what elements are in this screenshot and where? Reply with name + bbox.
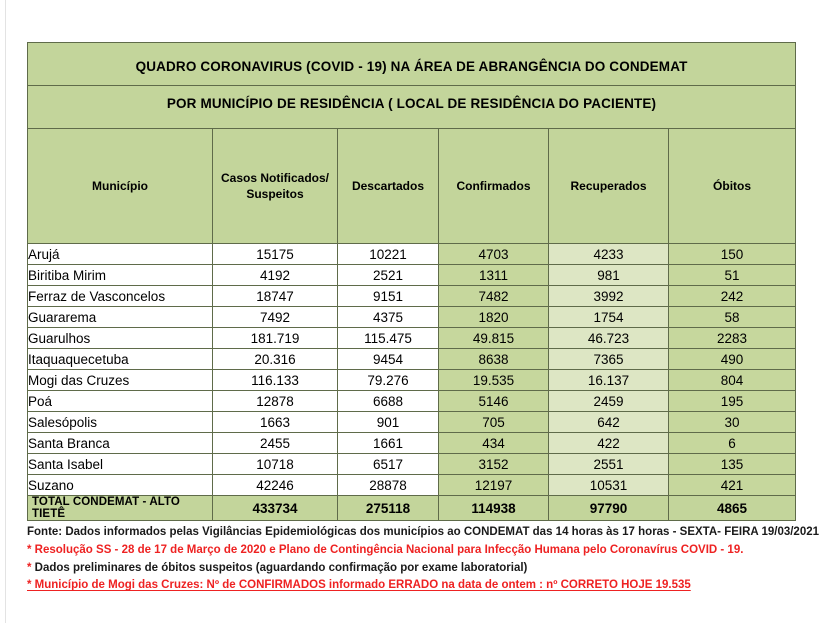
cell-obitos: 135 xyxy=(669,454,796,475)
cell-descartados: 4375 xyxy=(338,307,439,328)
column-header-casos-notificados xyxy=(213,129,338,244)
cell-municipio: Guararema xyxy=(28,307,213,328)
cell-notificados: 2455 xyxy=(213,433,338,454)
page-edge-line xyxy=(5,0,6,623)
cell-recuperados: 2551 xyxy=(549,454,669,475)
cell-confirmados: 12197 xyxy=(439,475,549,496)
column-header-municipio: Município xyxy=(28,129,213,244)
report-title-line-1: QUADRO CORONAVIRUS (COVID - 19) NA ÁREA DE ABRANGÊNCIA DO CONDEMAT xyxy=(28,43,796,86)
cell-notificados: 18747 xyxy=(213,286,338,307)
cell-notificados: 12878 xyxy=(213,391,338,412)
table-row xyxy=(28,244,796,265)
coronavirus-report-sheet xyxy=(27,42,820,595)
cell-confirmados: 1820 xyxy=(439,307,549,328)
table-row xyxy=(28,475,796,496)
table-row xyxy=(28,265,796,286)
total-descartados: 275118 xyxy=(338,496,439,521)
table-row xyxy=(28,391,796,412)
cell-municipio: Guarulhos xyxy=(28,328,213,349)
cell-obitos: 421 xyxy=(669,475,796,496)
cell-confirmados: 7482 xyxy=(439,286,549,307)
cell-obitos: 804 xyxy=(669,370,796,391)
cell-confirmados: 8638 xyxy=(439,349,549,370)
table-row xyxy=(28,370,796,391)
cell-obitos: 51 xyxy=(669,265,796,286)
cell-recuperados: 981 xyxy=(549,265,669,286)
footnote-resolucao: * Resolução SS - 28 de 17 de Março de 2020 e Plano de Contingência Nacional para Infecção Humana pelo Coronavírus COVID - 19. xyxy=(27,543,744,556)
table-row xyxy=(28,433,796,454)
cell-descartados: 28878 xyxy=(338,475,439,496)
cell-municipio: Poá xyxy=(28,391,213,412)
cell-recuperados: 422 xyxy=(549,433,669,454)
column-header-row xyxy=(28,129,796,244)
footnote-obitos-preliminares-text: Dados preliminares de óbitos suspeitos (aguardando confirmação por exame laboratorial) xyxy=(31,561,528,574)
table-row xyxy=(28,307,796,328)
cell-confirmados: 434 xyxy=(439,433,549,454)
cell-obitos: 242 xyxy=(669,286,796,307)
cell-obitos: 150 xyxy=(669,244,796,265)
cell-municipio: Ferraz de Vasconcelos xyxy=(28,286,213,307)
table-row xyxy=(28,349,796,370)
cell-descartados: 115.475 xyxy=(338,328,439,349)
footnote-source: Fonte: Dados informados pelas Vigilâncias Epidemiológicas dos municípios ao CONDEMAT das 14 horas às 17 horas - SEXTA- FEIRA 19/03/2021 xyxy=(27,526,820,538)
cell-notificados: 15175 xyxy=(213,244,338,265)
table-total-row xyxy=(28,496,796,521)
cell-municipio: Itaquaquecetuba xyxy=(28,349,213,370)
footnote-obitos-preliminares xyxy=(27,560,795,578)
table-row xyxy=(28,328,796,349)
cell-obitos: 2283 xyxy=(669,328,796,349)
report-title-line-2: POR MUNICÍPIO DE RESIDÊNCIA ( LOCAL DE RESIDÊNCIA DO PACIENTE) xyxy=(28,86,796,129)
cell-recuperados: 1754 xyxy=(549,307,669,328)
cell-descartados: 6688 xyxy=(338,391,439,412)
cell-confirmados: 5146 xyxy=(439,391,549,412)
total-recuperados: 97790 xyxy=(549,496,669,521)
cell-municipio: Arujá xyxy=(28,244,213,265)
total-obitos: 4865 xyxy=(669,496,796,521)
footnotes xyxy=(27,524,820,595)
cell-obitos: 490 xyxy=(669,349,796,370)
cell-confirmados: 705 xyxy=(439,412,549,433)
cell-descartados: 9454 xyxy=(338,349,439,370)
total-label: TOTAL CONDEMAT - ALTO TIETÊ xyxy=(28,496,213,521)
cell-confirmados: 4703 xyxy=(439,244,549,265)
cell-municipio: Salesópolis xyxy=(28,412,213,433)
title-row-2 xyxy=(28,86,796,129)
cell-notificados: 7492 xyxy=(213,307,338,328)
cell-obitos: 6 xyxy=(669,433,796,454)
cell-notificados: 1663 xyxy=(213,412,338,433)
cell-descartados: 9151 xyxy=(338,286,439,307)
cell-notificados: 4192 xyxy=(213,265,338,286)
cell-confirmados: 1311 xyxy=(439,265,549,286)
cell-notificados: 20.316 xyxy=(213,349,338,370)
table-row xyxy=(28,286,796,307)
cell-descartados: 10221 xyxy=(338,244,439,265)
cell-notificados: 181.719 xyxy=(213,328,338,349)
cell-recuperados: 10531 xyxy=(549,475,669,496)
cell-recuperados: 642 xyxy=(549,412,669,433)
cell-descartados: 6517 xyxy=(338,454,439,475)
cell-recuperados: 4233 xyxy=(549,244,669,265)
cell-notificados: 10718 xyxy=(213,454,338,475)
cell-confirmados: 49.815 xyxy=(439,328,549,349)
cell-municipio: Biritiba Mirim xyxy=(28,265,213,286)
casos-notificados-line-2: Suspeitos xyxy=(246,187,304,201)
cell-obitos: 30 xyxy=(669,412,796,433)
table-row xyxy=(28,454,796,475)
column-header-recuperados: Recuperados xyxy=(549,129,669,244)
cell-municipio: Santa Branca xyxy=(28,433,213,454)
cell-descartados: 2521 xyxy=(338,265,439,286)
cell-recuperados: 3992 xyxy=(549,286,669,307)
covid-statistics-table xyxy=(27,42,796,521)
cell-confirmados: 3152 xyxy=(439,454,549,475)
table-row xyxy=(28,412,796,433)
cell-recuperados: 46.723 xyxy=(549,328,669,349)
cell-recuperados: 7365 xyxy=(549,349,669,370)
cell-descartados: 901 xyxy=(338,412,439,433)
cell-obitos: 58 xyxy=(669,307,796,328)
total-confirmados: 114938 xyxy=(439,496,549,521)
column-header-obitos: Óbitos xyxy=(669,129,796,244)
footnote-mogi-correction: * Município de Mogi das Cruzes: Nº de CONFIRMADOS informado ERRADO na data de ontem : nº CORRETO HOJE 19.535 xyxy=(27,579,691,592)
cell-descartados: 1661 xyxy=(338,433,439,454)
cell-municipio: Suzano xyxy=(28,475,213,496)
column-header-descartados: Descartados xyxy=(338,129,439,244)
cell-descartados: 79.276 xyxy=(338,370,439,391)
casos-notificados-line-1: Casos Notificados/ xyxy=(220,170,330,185)
cell-municipio: Mogi das Cruzes xyxy=(28,370,213,391)
cell-confirmados: 19.535 xyxy=(439,370,549,391)
cell-notificados: 116.133 xyxy=(213,370,338,391)
column-header-confirmados: Confirmados xyxy=(439,129,549,244)
cell-municipio: Santa Isabel xyxy=(28,454,213,475)
cell-recuperados: 2459 xyxy=(549,391,669,412)
cell-recuperados: 16.137 xyxy=(549,370,669,391)
total-notificados: 433734 xyxy=(213,496,338,521)
cell-obitos: 195 xyxy=(669,391,796,412)
footnote-asterisk: * xyxy=(27,561,32,574)
cell-notificados: 42246 xyxy=(213,475,338,496)
title-row-1 xyxy=(28,43,796,86)
